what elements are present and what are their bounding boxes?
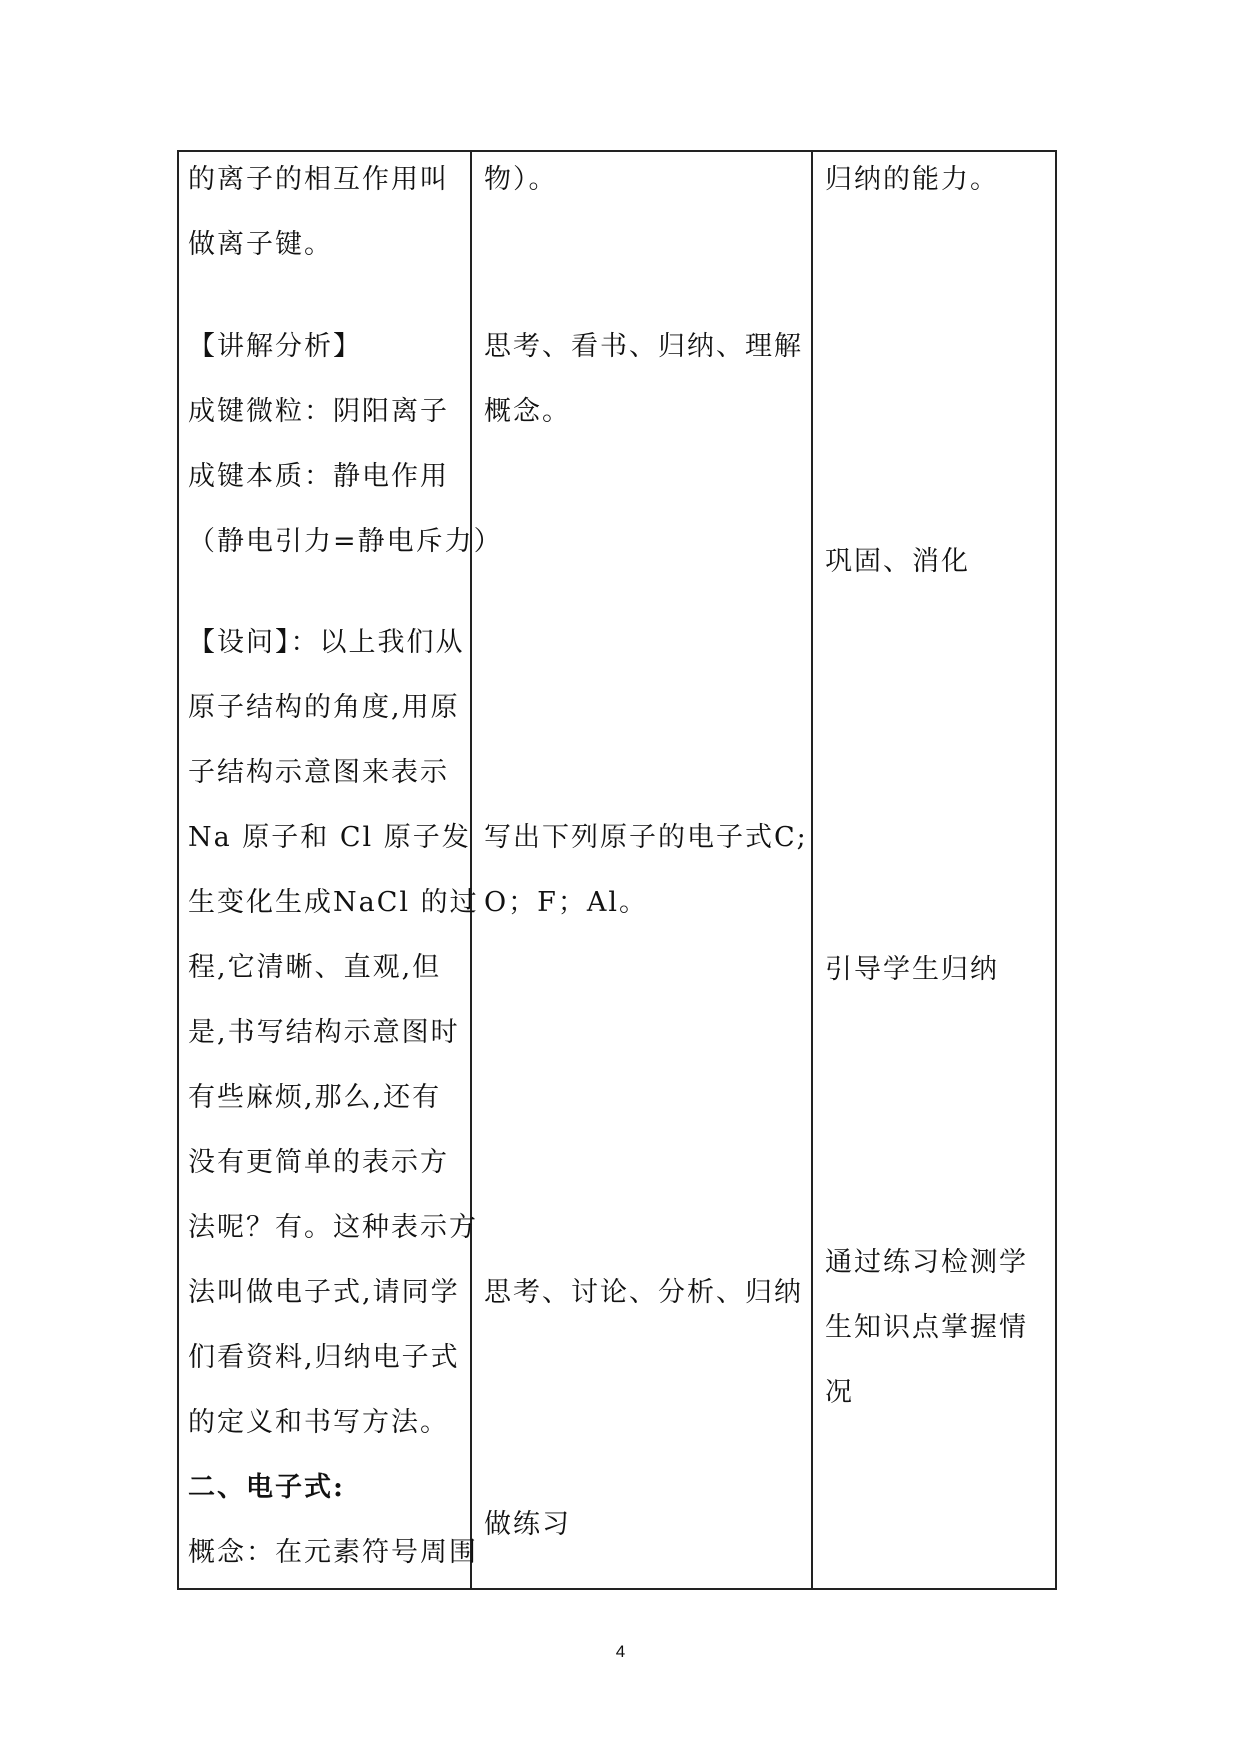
col2-line: 思考、讨论、分析、归纳 [484, 1277, 803, 1308]
col1-line: 法叫做电子式,请同学 [188, 1277, 460, 1308]
col1-line: 有些麻烦,那么,还有 [188, 1082, 442, 1113]
col2-line: 思考、看书、归纳、理解 [484, 331, 803, 362]
column-divider [811, 152, 813, 1588]
col3-line: 归纳的能力。 [825, 164, 999, 195]
section-heading: 二、电子式: [188, 1472, 345, 1503]
col1-line: 是,书写结构示意图时 [188, 1017, 460, 1048]
col1-line: 成键本质：静电作用 [188, 461, 449, 492]
col1-line: 的定义和书写方法。 [188, 1407, 449, 1438]
col2-line: 概念。 [484, 396, 571, 427]
col2-line: O；F；Al。 [484, 887, 649, 918]
col2-line: 写出下列原子的电子式C; [484, 822, 808, 853]
col3-line: 引导学生归纳 [825, 954, 999, 985]
col1-line: 做离子键。 [188, 229, 333, 260]
col1-line: 【设问】：以上我们从 [188, 627, 465, 658]
column-divider [470, 152, 472, 1588]
col3-line: 巩固、消化 [825, 546, 970, 577]
page-number: 4 [615, 1642, 626, 1661]
col1-line: 生变化生成NaCl 的过 [188, 887, 479, 918]
col3-line: 通过练习检测学 [825, 1247, 1028, 1278]
col1-line: 没有更简单的表示方 [188, 1147, 449, 1178]
col1-line: 程,它清晰、直观,但 [188, 952, 442, 983]
col1-line: （静电引力=静电斥力） [188, 526, 503, 557]
col3-line: 况 [825, 1377, 854, 1408]
col1-line: 原子结构的角度,用原 [188, 692, 460, 723]
col1-line: 概念：在元素符号周围 [188, 1537, 478, 1568]
col1-line: 法呢？有。这种表示方 [188, 1212, 478, 1243]
col3-line: 生知识点掌握情 [825, 1312, 1028, 1343]
col1-line: 子结构示意图来表示 [188, 757, 449, 788]
col1-line: 成键微粒：阴阳离子 [188, 396, 449, 427]
col1-line: 【讲解分析】 [188, 331, 362, 362]
col2-line: 物）。 [484, 164, 558, 195]
col1-line: 的离子的相互作用叫 [188, 164, 449, 195]
col1-line: Na 原子和 Cl 原子发 [188, 822, 471, 853]
col2-line: 做练习 [484, 1509, 571, 1540]
col1-line: 们看资料,归纳电子式 [188, 1342, 460, 1373]
